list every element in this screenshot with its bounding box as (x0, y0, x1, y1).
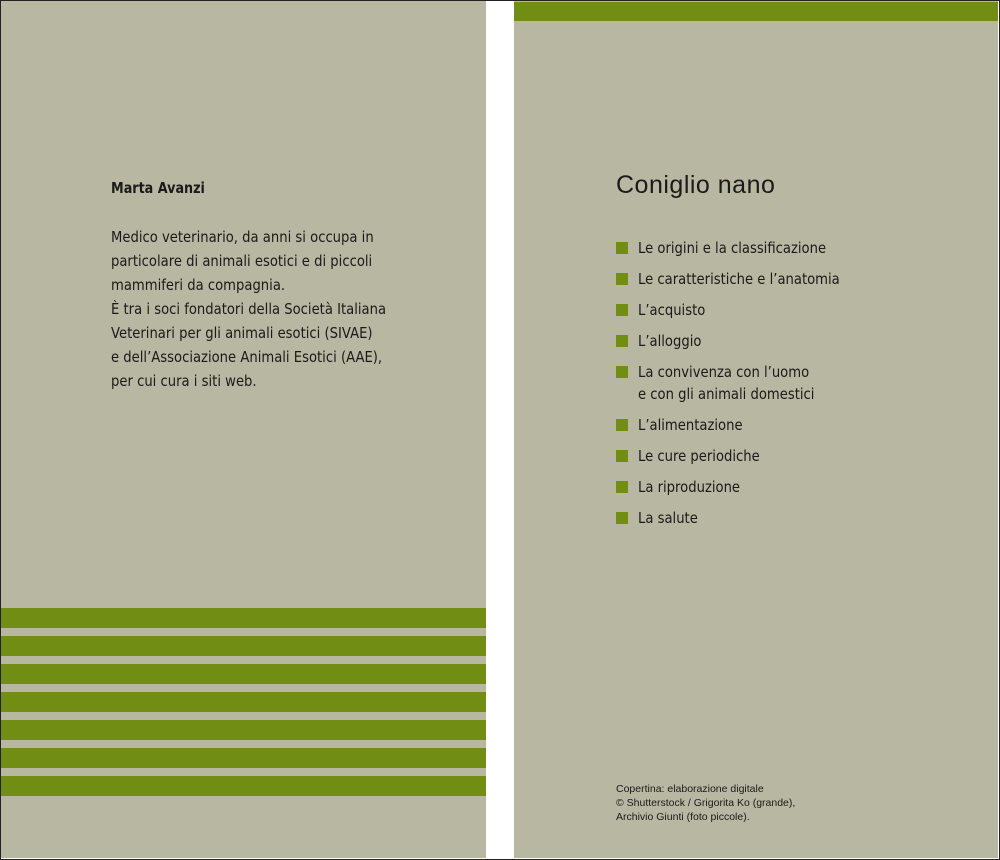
green-stripe (1, 664, 486, 684)
author-bio (111, 225, 387, 393)
green-stripe (1, 720, 486, 740)
toc-item (616, 445, 875, 467)
bio-line: mammiferi da compagnia. (111, 276, 286, 294)
toc-item-label: La salute (638, 509, 698, 527)
square-bullet-icon (616, 335, 628, 347)
toc-item (616, 476, 875, 498)
toc-item (616, 330, 875, 352)
green-stripe (1, 692, 486, 712)
green-stripe (1, 776, 486, 796)
square-bullet-icon (616, 512, 628, 524)
toc-item (616, 237, 875, 259)
toc-item (616, 414, 875, 436)
top-accent-bar (514, 2, 998, 21)
table-of-contents (616, 237, 875, 538)
square-bullet-icon (616, 304, 628, 316)
toc-item-label: Le caratteristiche e l’anatomia (638, 270, 840, 288)
bio-line: e dell’Associazione Animali Esotici (AAE), (111, 348, 383, 366)
green-stripe (1, 608, 486, 628)
toc-item-label: L’acquisto (638, 301, 706, 319)
cover-credits: Copertina: elaborazione digitale © Shutterstock / Grigorita Ko (grande), Archivio Giunti (foto piccole). (616, 783, 796, 823)
toc-item (616, 299, 875, 321)
author-name: Marta Avanzi (111, 179, 205, 197)
bio-line: per cui cura i siti web. (111, 372, 257, 390)
square-bullet-icon (616, 273, 628, 285)
toc-item-label: La convivenza con l’uomo e con gli animali domestici (638, 363, 815, 403)
square-bullet-icon (616, 242, 628, 254)
square-bullet-icon (616, 366, 628, 378)
square-bullet-icon (616, 419, 628, 431)
toc-item (616, 507, 875, 529)
toc-item (616, 268, 875, 290)
toc-item-label: L’alimentazione (638, 416, 743, 434)
toc-item-label: Le origini e la classificazione (638, 239, 827, 257)
bio-line: È tra i soci fondatori della Società Italiana (111, 300, 387, 318)
book-title: Coniglio nano (616, 171, 776, 199)
left-flap (1, 1, 486, 858)
toc-item-label: La riproduzione (638, 478, 741, 496)
toc-item-label: L’alloggio (638, 332, 702, 350)
toc-item (616, 361, 875, 405)
green-stripe (1, 636, 486, 656)
toc-item-label: Le cure periodiche (638, 447, 760, 465)
bio-line: Medico veterinario, da anni si occupa in (111, 228, 374, 246)
square-bullet-icon (616, 450, 628, 462)
bio-line: Veterinari per gli animali esotici (SIVAE) (111, 324, 373, 342)
square-bullet-icon (616, 481, 628, 493)
right-flap (514, 1, 998, 858)
green-stripe (1, 748, 486, 768)
bio-line: particolare di animali esotici e di piccoli (111, 252, 373, 270)
